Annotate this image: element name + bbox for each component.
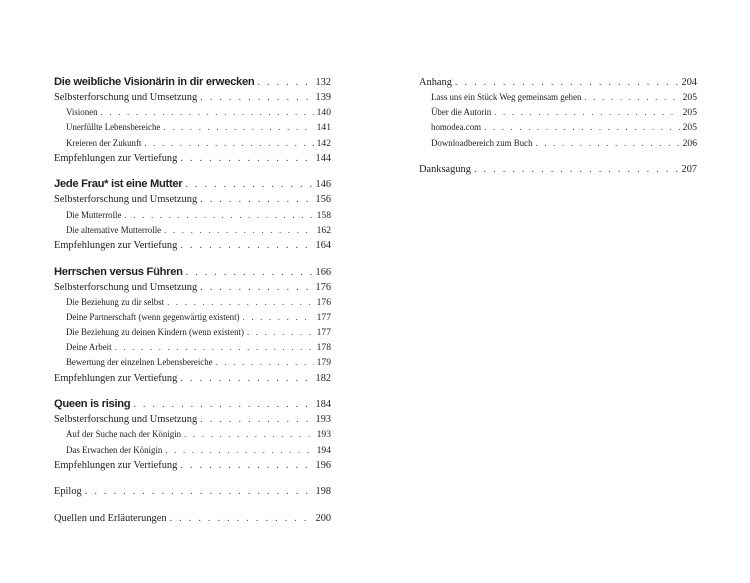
toc-subsection-entry[interactable] <box>54 223 331 238</box>
toc-page-number: 156 <box>315 194 331 206</box>
toc-entry-title: Danksagung <box>419 164 471 176</box>
dot-leader <box>455 75 679 90</box>
dot-leader <box>584 90 679 105</box>
toc-entry-title: Downloadbereich zum Buch <box>431 137 533 148</box>
toc-entry-title: Kreieren der Zukunft <box>66 137 142 148</box>
toc-entry-title: Queen is rising <box>54 398 131 411</box>
toc-page-number: 177 <box>316 327 331 339</box>
toc-section <box>419 162 697 177</box>
toc-entry-title: Visionen <box>66 107 98 118</box>
toc-section-entry[interactable] <box>54 151 331 166</box>
toc-subsection-entry[interactable] <box>54 443 331 458</box>
toc-entry-title: Selbsterforschung und Umsetzung <box>54 92 198 104</box>
toc-entry-title: Empfehlungen zur Vertiefung <box>54 239 178 251</box>
toc-page-number: 196 <box>315 459 331 471</box>
toc-chapter-entry[interactable] <box>54 177 331 192</box>
toc-entry-title: Jede Frau* ist eine Mutter <box>54 178 183 191</box>
toc-page-number: 193 <box>316 429 331 441</box>
toc-section <box>54 75 331 166</box>
dot-leader <box>144 136 313 151</box>
toc-section <box>54 177 331 253</box>
toc-entry-title: Die weibliche Visionärin in dir erwecken <box>54 76 255 88</box>
toc-page-number: 176 <box>315 281 331 293</box>
toc-page-number: 204 <box>681 77 697 88</box>
toc-page-number: 140 <box>316 107 331 119</box>
toc-subsection-entry[interactable] <box>54 136 331 151</box>
dot-leader <box>474 162 679 177</box>
dot-leader <box>170 511 313 526</box>
toc-entry-title: Das Erwachen der Königin <box>66 444 163 455</box>
toc-entry-title: Über die Autorin <box>431 107 492 118</box>
toc-section-entry[interactable] <box>54 90 331 105</box>
toc-chapter-entry[interactable] <box>54 265 331 280</box>
toc-section-entry[interactable] <box>54 280 331 295</box>
toc-page-number: 176 <box>316 296 331 308</box>
dot-leader <box>184 427 314 442</box>
right-page <box>375 0 750 583</box>
dot-leader <box>257 75 312 90</box>
toc-entry-title: Anhang <box>419 77 452 88</box>
dot-leader <box>164 223 313 238</box>
toc-page-number: 177 <box>316 311 331 323</box>
toc-page-number: 158 <box>316 209 331 221</box>
dot-leader <box>200 90 312 105</box>
toc-section-entry[interactable] <box>54 238 331 253</box>
dot-leader <box>180 458 312 473</box>
toc-subsection-entry[interactable] <box>419 136 697 151</box>
toc-section-entry[interactable] <box>54 511 331 526</box>
toc-section-entry[interactable] <box>54 412 331 427</box>
toc-subsection-entry[interactable] <box>54 355 331 370</box>
toc-page-number: 198 <box>315 486 331 498</box>
dot-leader <box>124 208 313 223</box>
toc-section-entry[interactable] <box>419 75 697 90</box>
table-of-contents-right <box>419 75 697 189</box>
toc-entry-title: Die alternative Mutterrolle <box>66 224 162 235</box>
toc-page-number: 144 <box>315 152 331 164</box>
toc-entry-title: Selbsterforschung und Umsetzung <box>54 414 198 426</box>
toc-section <box>419 75 697 151</box>
toc-page-number: 166 <box>315 266 331 278</box>
toc-entry-title: Quellen und Erläuterungen <box>54 513 167 525</box>
toc-section <box>54 397 331 473</box>
dot-leader <box>494 105 679 120</box>
toc-entry-title: Die Beziehung zu deinen Kindern (wenn existent) <box>66 327 244 338</box>
toc-section-entry[interactable] <box>54 484 331 499</box>
toc-page-number: 194 <box>316 444 331 456</box>
dot-leader <box>216 355 314 370</box>
dot-leader <box>200 192 312 207</box>
toc-subsection-entry[interactable] <box>419 105 697 120</box>
toc-section <box>54 511 331 526</box>
toc-entry-title: Unerfüllte Lebensbereiche <box>66 122 161 133</box>
toc-page-number: 205 <box>682 122 697 134</box>
toc-section-entry[interactable] <box>54 458 331 473</box>
dot-leader <box>180 371 312 386</box>
dot-leader <box>200 412 312 427</box>
toc-page-number: 164 <box>315 239 331 251</box>
toc-page-number: 146 <box>315 179 331 191</box>
toc-page-number: 206 <box>682 137 697 149</box>
dot-leader <box>180 151 312 166</box>
toc-entry-title: Auf der Suche nach der Königin <box>66 429 182 440</box>
toc-page-number: 207 <box>681 164 697 176</box>
dot-leader <box>180 238 312 253</box>
toc-entry-title: Selbsterforschung und Umsetzung <box>54 194 198 206</box>
dot-leader <box>133 397 312 412</box>
toc-page-number: 142 <box>316 137 331 149</box>
toc-subsection-entry[interactable] <box>419 90 697 105</box>
toc-entry-title: Epilog <box>54 486 82 498</box>
toc-page-number: 141 <box>316 122 331 134</box>
toc-page-number: 178 <box>316 342 331 354</box>
toc-subsection-entry[interactable] <box>54 120 331 135</box>
toc-subsection-entry[interactable] <box>54 325 331 340</box>
toc-subsection-entry[interactable] <box>54 105 331 120</box>
toc-chapter-entry[interactable] <box>54 75 331 90</box>
dot-leader <box>165 443 313 458</box>
dot-leader <box>167 295 314 310</box>
toc-page-number: 179 <box>316 357 331 369</box>
dot-leader <box>243 310 314 325</box>
dot-leader <box>247 325 314 340</box>
toc-entry-title: Selbsterforschung und Umsetzung <box>54 281 198 293</box>
toc-section <box>54 484 331 499</box>
toc-page-number: 132 <box>315 77 331 88</box>
toc-page-number: 139 <box>315 92 331 104</box>
toc-page-number: 205 <box>682 92 697 104</box>
toc-subsection-entry[interactable] <box>54 295 331 310</box>
toc-page-number: 184 <box>315 399 331 411</box>
toc-subsection-entry[interactable] <box>54 310 331 325</box>
dot-leader <box>484 120 680 135</box>
toc-entry-title: Herrschen versus Führen <box>54 265 183 278</box>
dot-leader <box>536 136 680 151</box>
toc-entry-title: Empfehlungen zur Vertiefung <box>54 372 178 384</box>
toc-section <box>54 265 331 386</box>
toc-entry-title: Empfehlungen zur Vertiefung <box>54 152 178 164</box>
toc-section-entry[interactable] <box>419 162 697 177</box>
dot-leader <box>185 177 312 192</box>
toc-page-number: 182 <box>315 372 331 384</box>
toc-section-entry[interactable] <box>54 371 331 386</box>
toc-page-number: 162 <box>316 224 331 236</box>
toc-entry-title: Deine Arbeit <box>66 342 112 353</box>
toc-subsection-entry[interactable] <box>419 120 697 135</box>
toc-page-number: 205 <box>682 107 697 119</box>
dot-leader <box>101 105 314 120</box>
dot-leader <box>163 120 313 135</box>
toc-page-number: 200 <box>315 513 331 525</box>
toc-page-number: 193 <box>315 414 331 426</box>
table-of-contents-left <box>54 75 331 538</box>
toc-entry-title: homodea.com <box>431 122 482 133</box>
toc-entry-title: Lass uns ein Stück Weg gemeinsam gehen <box>431 92 582 103</box>
toc-entry-title: Die Beziehung zu dir selbst <box>66 296 165 307</box>
toc-entry-title: Bewertung der einzelnen Lebensbereiche <box>66 357 213 368</box>
toc-subsection-entry[interactable] <box>54 427 331 442</box>
toc-chapter-entry[interactable] <box>54 397 331 412</box>
toc-section-entry[interactable] <box>54 192 331 207</box>
dot-leader <box>115 340 314 355</box>
dot-leader <box>186 265 313 280</box>
dot-leader <box>85 484 313 499</box>
toc-subsection-entry[interactable] <box>54 340 331 355</box>
toc-entry-title: Deine Partnerschaft (wenn gegenwärtig existent) <box>66 311 240 322</box>
toc-entry-title: Empfehlungen zur Vertiefung <box>54 459 178 471</box>
toc-entry-title: Die Mutterrolle <box>66 209 122 220</box>
dot-leader <box>200 280 312 295</box>
toc-subsection-entry[interactable] <box>54 208 331 223</box>
